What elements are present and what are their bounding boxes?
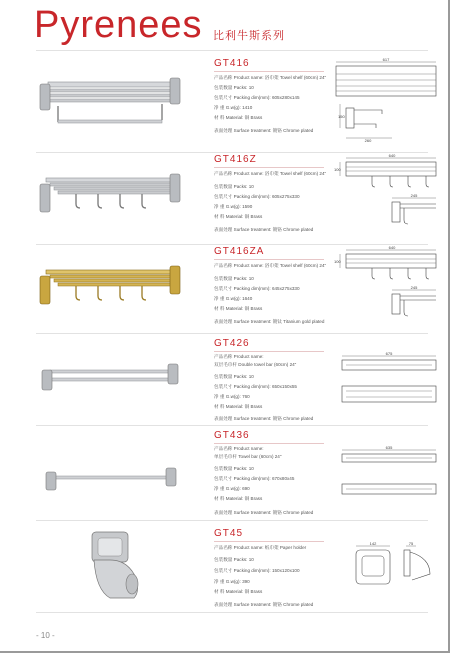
dim-depth: 260 — [364, 138, 372, 143]
spec-packing-dim: 包装尺寸 Packing dim(mm): 650x150x55 — [214, 384, 297, 389]
dim-width: 640 — [388, 154, 396, 158]
dim-height: 75 — [408, 541, 414, 546]
dim-height: 150 — [338, 114, 345, 119]
section-divider — [36, 152, 428, 153]
product-photo — [36, 340, 186, 426]
product-section-gt416z — [36, 154, 428, 246]
spec-weight: 净 重 G.w(g): 690 — [214, 486, 250, 491]
product-section-gt436 — [36, 430, 428, 522]
dim-width: 675 — [385, 351, 393, 356]
technical-drawing — [332, 528, 440, 620]
spec-packs: 包装数量 Packs: 10 — [214, 374, 254, 379]
product-section-gt416za — [36, 246, 428, 338]
product-section-gt416 — [36, 58, 428, 150]
technical-drawing — [332, 246, 440, 338]
spec-material: 材 料 Material: 铜 Brass — [214, 589, 263, 594]
spec-material: 材 料 Material: 铜 Brass — [214, 496, 263, 501]
spec-product-name: 产品名称 Product name: 浴巾架 Towel shelf (60cm) 24" — [214, 171, 327, 176]
dim-depth: 245 — [410, 193, 418, 198]
product-photo — [36, 248, 186, 334]
spec-material: 材 料 Material: 铜 Brass — [214, 306, 263, 311]
section-divider — [36, 333, 428, 334]
section-divider — [36, 50, 428, 51]
spec-product-name-detail: 单层毛巾杆 Towel bar (60cm) 24" — [214, 454, 282, 459]
spec-product-name: 产品名称 Product name: 浴巾架 Towel shelf (60cm) 24" — [214, 263, 327, 268]
code-underline — [214, 71, 324, 72]
spec-product-name: 产品名称 Product name: — [214, 354, 264, 359]
section-divider — [36, 244, 428, 245]
product-code: GT436 — [214, 430, 250, 441]
product-code: GT416Z — [214, 154, 257, 165]
spec-packing-dim: 包装尺寸 Packing dim(mm): 605x280x145 — [214, 95, 300, 100]
spec-weight: 净 重 G.w(g): 1410 — [214, 105, 253, 110]
technical-drawing — [332, 154, 440, 246]
spec-surface: 表面处理 Surface treatment: 镀钛 Titanium gold plated — [214, 319, 325, 324]
dim-width: 635 — [385, 445, 393, 450]
dim-height: 100 — [334, 167, 341, 172]
spec-packs: 包装数量 Packs: 10 — [214, 557, 254, 562]
product-photo — [36, 530, 186, 616]
product-section-gt426 — [36, 338, 428, 430]
spec-packing-dim: 包装尺寸 Packing dim(mm): 605x275x330 — [214, 194, 300, 199]
spec-material: 材 料 Material: 铜 Brass — [214, 214, 263, 219]
code-underline — [214, 443, 324, 444]
product-code: GT416ZA — [214, 246, 265, 257]
spec-packing-dim: 包装尺寸 Packing dim(mm): 150x120x100 — [214, 568, 300, 573]
dim-width: 617 — [382, 58, 390, 62]
spec-product-name: 产品名称 Product name: — [214, 446, 264, 451]
section-divider — [36, 612, 428, 613]
dim-depth: 245 — [410, 285, 418, 290]
spec-weight: 净 重 G.w(g): 1590 — [214, 204, 253, 209]
spec-surface: 表面处理 Surface treatment: 镀铬 Chrome plated — [214, 602, 314, 607]
spec-surface: 表面处理 Surface treatment: 镀铬 Chrome plated — [214, 416, 314, 421]
spec-weight: 净 重 G.w(g): 760 — [214, 394, 250, 399]
technical-drawing — [332, 338, 440, 430]
section-divider — [36, 425, 428, 426]
spec-packs: 包装数量 Packs: 10 — [214, 276, 254, 281]
spec-product-name: 产品名称 Product name: 浴巾架 Towel shelf (60cm) 24" — [214, 75, 327, 80]
dim-width: 142 — [369, 541, 377, 546]
spec-surface: 表面处理 Surface treatment: 镀铬 Chrome plated — [214, 128, 314, 133]
spec-weight: 净 重 G.w(g): 390 — [214, 579, 250, 584]
product-code: GT416 — [214, 58, 250, 69]
dim-width: 640 — [388, 246, 396, 250]
spec-product-name: 产品名称 Product name: 纸巾架 Paper holder — [214, 545, 307, 550]
spec-product-name-detail: 双层毛巾杆 Double towel bar (60cm) 24" — [214, 362, 297, 367]
brand-subtitle: 比利牛斯系列 — [213, 29, 285, 42]
spec-surface: 表面处理 Surface treatment: 镀铬 Chrome plated — [214, 227, 314, 232]
section-divider — [36, 520, 428, 521]
spec-material: 材 料 Material: 铜 Brass — [214, 404, 263, 409]
spec-packing-dim: 包装尺寸 Packing dim(mm): 645x275x330 — [214, 286, 300, 291]
product-code: GT426 — [214, 338, 250, 349]
spec-packing-dim: 包装尺寸 Packing dim(mm): 670x80x45 — [214, 476, 295, 481]
technical-drawing — [332, 430, 440, 522]
spec-surface: 表面处理 Surface treatment: 镀铬 Chrome plated — [214, 510, 314, 515]
product-photo — [36, 60, 186, 146]
code-underline — [214, 351, 324, 352]
spec-packs: 包装数量 Packs: 10 — [214, 466, 254, 471]
dim-height: 100 — [334, 259, 341, 264]
technical-drawing — [332, 58, 440, 150]
spec-packs: 包装数量 Packs: 10 — [214, 85, 254, 90]
code-underline — [214, 541, 324, 542]
spec-weight: 净 重 G.w(g): 1640 — [214, 296, 253, 301]
code-underline — [214, 259, 324, 260]
brand-logo: Pyrenees — [34, 4, 203, 46]
product-photo — [36, 432, 186, 518]
product-section-gt45 — [36, 528, 428, 620]
spec-material: 材 料 Material: 铜 Brass — [214, 115, 263, 120]
code-underline — [214, 167, 324, 168]
product-photo — [36, 156, 186, 242]
page-number: - 10 - — [36, 631, 55, 640]
product-code: GT45 — [214, 528, 244, 539]
spec-packs: 包装数量 Packs: 10 — [214, 184, 254, 189]
